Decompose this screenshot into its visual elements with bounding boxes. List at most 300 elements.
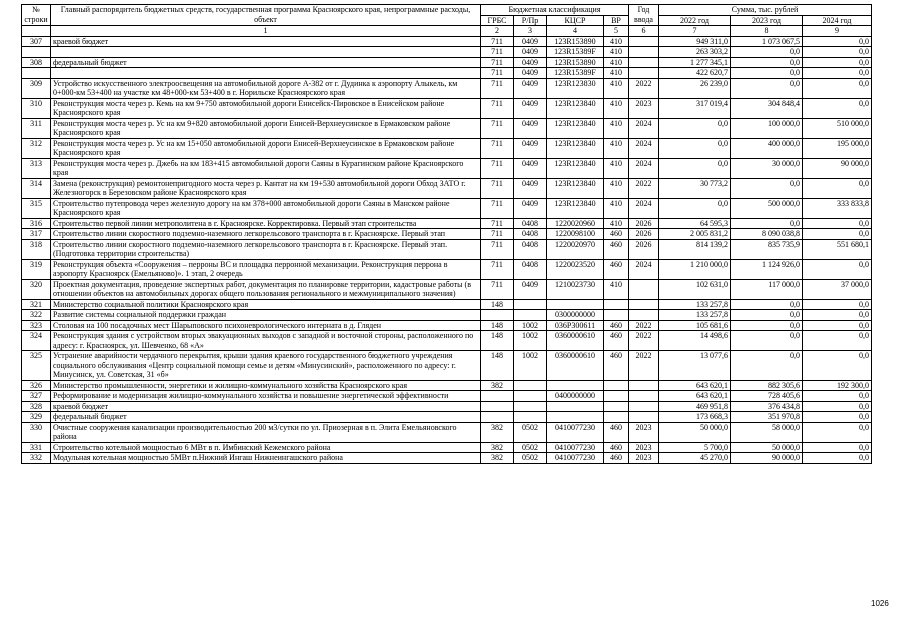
header-vr: ВР xyxy=(604,15,629,26)
column-number-cell: 6 xyxy=(629,26,659,37)
sum-2024-cell: 195 000,0 xyxy=(803,138,872,158)
sum-2022-cell: 64 595,3 xyxy=(659,218,731,229)
year-cell xyxy=(629,299,659,310)
sum-2022-cell: 102 631,0 xyxy=(659,279,731,299)
year-cell xyxy=(629,310,659,321)
sum-2023-cell: 882 305,6 xyxy=(731,380,803,391)
grbs-cell: 711 xyxy=(481,198,514,218)
row-number-cell: 327 xyxy=(22,391,51,402)
year-cell xyxy=(629,68,659,79)
row-number-cell: 316 xyxy=(22,218,51,229)
vr-cell: 460 xyxy=(604,351,629,381)
vr-cell: 460 xyxy=(604,453,629,464)
sum-2024-cell: 510 000,0 xyxy=(803,118,872,138)
vr-cell: 410 xyxy=(604,178,629,198)
header-grbs: ГРБС xyxy=(481,15,514,26)
sum-2024-cell: 0,0 xyxy=(803,453,872,464)
kcsr-cell: 123R123840 xyxy=(547,198,604,218)
rpr-cell: 0409 xyxy=(514,98,547,118)
sum-2024-cell: 37 000,0 xyxy=(803,279,872,299)
vr-cell: 460 xyxy=(604,239,629,259)
column-number-cell: 5 xyxy=(604,26,629,37)
grbs-cell: 148 xyxy=(481,320,514,331)
sum-2022-cell: 643 620,1 xyxy=(659,380,731,391)
name-cell: Реконструкция моста через р. Ус на км 9+820 автомобильной дороги Енисей-Верхнеусинское в Ермаковском районе Красноярского края xyxy=(51,118,481,138)
table-row xyxy=(22,78,872,98)
sum-2023-cell: 90 000,0 xyxy=(731,453,803,464)
year-cell: 2026 xyxy=(629,218,659,229)
sum-2024-cell: 0,0 xyxy=(803,331,872,351)
sum-2023-cell: 0,0 xyxy=(731,57,803,68)
rpr-cell: 0409 xyxy=(514,198,547,218)
table-body xyxy=(22,36,872,463)
sum-2022-cell: 105 681,6 xyxy=(659,320,731,331)
sum-2023-cell: 0,0 xyxy=(731,68,803,79)
row-number-cell: 308 xyxy=(22,57,51,68)
budget-table xyxy=(21,4,872,464)
vr-cell xyxy=(604,401,629,412)
row-number-cell: 314 xyxy=(22,178,51,198)
name-cell: Реконструкция моста через р. Кемь на км 9+750 автомобильной дороги Енисейск-Пировское в Енисейском районе Красноярского края xyxy=(51,98,481,118)
kcsr-cell: 0410077230 xyxy=(547,453,604,464)
vr-cell xyxy=(604,412,629,423)
sum-2023-cell: 0,0 xyxy=(731,331,803,351)
column-number-cell: 3 xyxy=(514,26,547,37)
header-rpr: Р/Пр xyxy=(514,15,547,26)
header-row-number: № строки xyxy=(22,5,51,26)
table-row xyxy=(22,178,872,198)
sum-2022-cell: 13 077,6 xyxy=(659,351,731,381)
vr-cell: 410 xyxy=(604,98,629,118)
sum-2022-cell: 0,0 xyxy=(659,138,731,158)
rpr-cell: 0409 xyxy=(514,118,547,138)
rpr-cell: 1002 xyxy=(514,351,547,381)
vr-cell: 410 xyxy=(604,198,629,218)
grbs-cell: 711 xyxy=(481,78,514,98)
year-cell: 2024 xyxy=(629,259,659,279)
grbs-cell: 711 xyxy=(481,57,514,68)
table-row xyxy=(22,412,872,423)
table-row xyxy=(22,279,872,299)
rpr-cell: 0409 xyxy=(514,78,547,98)
vr-cell: 410 xyxy=(604,47,629,58)
sum-2023-cell: 0,0 xyxy=(731,299,803,310)
sum-2024-cell: 0,0 xyxy=(803,391,872,402)
table-row xyxy=(22,453,872,464)
rpr-cell xyxy=(514,299,547,310)
grbs-cell: 382 xyxy=(481,442,514,453)
kcsr-cell: 123R123840 xyxy=(547,178,604,198)
sum-2024-cell: 0,0 xyxy=(803,412,872,423)
year-cell xyxy=(629,412,659,423)
sum-2022-cell: 14 498,6 xyxy=(659,331,731,351)
header-2022: 2022 год xyxy=(659,15,731,26)
kcsr-cell: 1220098100 xyxy=(547,229,604,240)
kcsr-cell xyxy=(547,380,604,391)
sum-2023-cell: 0,0 xyxy=(731,310,803,321)
kcsr-cell: 123R15389F xyxy=(547,47,604,58)
sum-2024-cell: 0,0 xyxy=(803,310,872,321)
header-2023: 2023 год xyxy=(731,15,803,26)
year-cell: 2023 xyxy=(629,98,659,118)
table-row xyxy=(22,299,872,310)
vr-cell: 410 xyxy=(604,218,629,229)
sum-2023-cell: 500 000,0 xyxy=(731,198,803,218)
rpr-cell: 0409 xyxy=(514,36,547,47)
sum-2023-cell: 117 000,0 xyxy=(731,279,803,299)
rpr-cell: 0408 xyxy=(514,218,547,229)
sum-2024-cell: 0,0 xyxy=(803,218,872,229)
grbs-cell: 711 xyxy=(481,279,514,299)
column-number-cell: 9 xyxy=(803,26,872,37)
sum-2024-cell: 0,0 xyxy=(803,178,872,198)
table-row xyxy=(22,36,872,47)
grbs-cell: 711 xyxy=(481,229,514,240)
rpr-cell: 0408 xyxy=(514,239,547,259)
name-cell: Строительство линии скоростного подземно-наземного легкорельсового транспорта в г. Красноярске. Первый этап. (Подготовка территории строительства) xyxy=(51,239,481,259)
sum-2024-cell: 0,0 xyxy=(803,68,872,79)
sum-2024-cell: 0,0 xyxy=(803,442,872,453)
sum-2023-cell: 304 848,4 xyxy=(731,98,803,118)
sum-2022-cell: 469 951,8 xyxy=(659,401,731,412)
name-cell: Строительство линии скоростного подземно-наземного легкорельсового транспорта в г. Красноярске. Первый этап xyxy=(51,229,481,240)
table-row xyxy=(22,138,872,158)
grbs-cell: 711 xyxy=(481,68,514,79)
sum-2024-cell: 0,0 xyxy=(803,259,872,279)
header-kcsr: КЦСР xyxy=(547,15,604,26)
grbs-cell: 148 xyxy=(481,351,514,381)
kcsr-cell: 0410077230 xyxy=(547,442,604,453)
column-number-cell xyxy=(22,26,51,37)
rpr-cell: 0409 xyxy=(514,138,547,158)
table-row xyxy=(22,442,872,453)
column-number-cell: 1 xyxy=(51,26,481,37)
sum-2022-cell: 45 270,0 xyxy=(659,453,731,464)
year-cell: 2022 xyxy=(629,178,659,198)
grbs-cell: 711 xyxy=(481,158,514,178)
sum-2023-cell: 58 000,0 xyxy=(731,422,803,442)
table-row xyxy=(22,380,872,391)
name-cell: Строительство первой линии метрополитена в г. Красноярске. Корректировка. Первый этап строительства xyxy=(51,218,481,229)
sum-2024-cell: 90 000,0 xyxy=(803,158,872,178)
sum-2024-cell: 0,0 xyxy=(803,98,872,118)
row-number-cell: 323 xyxy=(22,320,51,331)
kcsr-cell: 0400000000 xyxy=(547,391,604,402)
kcsr-cell xyxy=(547,401,604,412)
grbs-cell: 711 xyxy=(481,47,514,58)
grbs-cell xyxy=(481,310,514,321)
header-row-1 xyxy=(22,5,872,16)
grbs-cell: 382 xyxy=(481,422,514,442)
vr-cell xyxy=(604,391,629,402)
sum-2023-cell: 0,0 xyxy=(731,47,803,58)
rpr-cell: 0408 xyxy=(514,229,547,240)
table-row xyxy=(22,239,872,259)
table-row xyxy=(22,391,872,402)
kcsr-cell: 123R123840 xyxy=(547,98,604,118)
name-cell: Реконструкция здания с устройством вторых эвакуационных выходов с западной и восточной стороны, расположенного по адресу: г. Красноярск, ул. Шевченко, 68 «А» xyxy=(51,331,481,351)
row-number-cell: 324 xyxy=(22,331,51,351)
name-cell: федеральный бюджет xyxy=(51,57,481,68)
name-cell: Очистные сооружения канализации производительностью 200 м3/сутки по ул. Приозерная в п. Элита Емельяновского района xyxy=(51,422,481,442)
table-row xyxy=(22,320,872,331)
table-row xyxy=(22,229,872,240)
column-number-cell: 8 xyxy=(731,26,803,37)
grbs-cell: 711 xyxy=(481,178,514,198)
sum-2024-cell: 0,0 xyxy=(803,320,872,331)
name-cell: Министерство социальной политики Красноярского края xyxy=(51,299,481,310)
rpr-cell xyxy=(514,391,547,402)
grbs-cell: 382 xyxy=(481,380,514,391)
vr-cell: 410 xyxy=(604,36,629,47)
name-cell: Устранение аварийности чердачного перекрытия, крыши здания краевого государственного бюджетного учреждения социального обслуживания «Центр социальной помощи семье и детям «Минусинский», расположенного по адресу: г. Минусинск, ул. Советская, 31 «б» xyxy=(51,351,481,381)
vr-cell: 460 xyxy=(604,320,629,331)
year-cell: 2026 xyxy=(629,239,659,259)
header-2024: 2024 год xyxy=(803,15,872,26)
row-number-cell: 330 xyxy=(22,422,51,442)
name-cell: Реформирование и модернизация жилищно-коммунального хозяйства и повышение энергетической эффективности xyxy=(51,391,481,402)
vr-cell: 460 xyxy=(604,229,629,240)
vr-cell xyxy=(604,310,629,321)
row-number-cell: 310 xyxy=(22,98,51,118)
header-year: Год ввода xyxy=(629,5,659,26)
kcsr-cell: 0300000000 xyxy=(547,310,604,321)
table-row xyxy=(22,401,872,412)
name-cell: Модульная котельная мощностью 5МВт п.Нижний Ингаш Нижнеингашского района xyxy=(51,453,481,464)
table-row xyxy=(22,118,872,138)
sum-2023-cell: 1 073 067,5 xyxy=(731,36,803,47)
rpr-cell: 0409 xyxy=(514,68,547,79)
year-cell xyxy=(629,391,659,402)
sum-2023-cell: 0,0 xyxy=(731,351,803,381)
year-cell xyxy=(629,401,659,412)
column-number-row xyxy=(22,26,872,37)
vr-cell xyxy=(604,380,629,391)
grbs-cell: 711 xyxy=(481,218,514,229)
kcsr-cell: 036P300611 xyxy=(547,320,604,331)
grbs-cell: 711 xyxy=(481,118,514,138)
sum-2022-cell: 0,0 xyxy=(659,118,731,138)
rpr-cell: 0502 xyxy=(514,453,547,464)
name-cell: краевой бюджет xyxy=(51,401,481,412)
table-row xyxy=(22,98,872,118)
vr-cell: 460 xyxy=(604,442,629,453)
column-number-cell: 4 xyxy=(547,26,604,37)
sum-2022-cell: 263 303,2 xyxy=(659,47,731,58)
name-cell xyxy=(51,68,481,79)
vr-cell: 460 xyxy=(604,259,629,279)
vr-cell: 410 xyxy=(604,118,629,138)
name-cell: федеральный бюджет xyxy=(51,412,481,423)
header-budget-classification: Бюджетная классификация xyxy=(481,5,629,16)
sum-2024-cell: 333 833,8 xyxy=(803,198,872,218)
table-row xyxy=(22,351,872,381)
table-row xyxy=(22,218,872,229)
table-row xyxy=(22,331,872,351)
sum-2023-cell: 100 000,0 xyxy=(731,118,803,138)
grbs-cell xyxy=(481,401,514,412)
row-number-cell xyxy=(22,47,51,58)
year-cell xyxy=(629,57,659,68)
year-cell xyxy=(629,380,659,391)
kcsr-cell: 0360000610 xyxy=(547,351,604,381)
row-number-cell: 317 xyxy=(22,229,51,240)
name-cell: краевой бюджет xyxy=(51,36,481,47)
rpr-cell: 0409 xyxy=(514,279,547,299)
year-cell: 2022 xyxy=(629,331,659,351)
kcsr-cell: 123R153890 xyxy=(547,57,604,68)
sum-2023-cell: 0,0 xyxy=(731,178,803,198)
year-cell: 2024 xyxy=(629,198,659,218)
kcsr-cell: 123R123840 xyxy=(547,158,604,178)
vr-cell: 410 xyxy=(604,158,629,178)
grbs-cell: 711 xyxy=(481,138,514,158)
row-number-cell: 331 xyxy=(22,442,51,453)
row-number-cell: 328 xyxy=(22,401,51,412)
sum-2022-cell: 949 311,0 xyxy=(659,36,731,47)
year-cell: 2024 xyxy=(629,158,659,178)
rpr-cell: 0409 xyxy=(514,47,547,58)
sum-2024-cell: 0,0 xyxy=(803,57,872,68)
sum-2023-cell: 835 735,9 xyxy=(731,239,803,259)
vr-cell xyxy=(604,299,629,310)
grbs-cell: 148 xyxy=(481,331,514,351)
vr-cell: 460 xyxy=(604,331,629,351)
kcsr-cell: 0410077230 xyxy=(547,422,604,442)
year-cell: 2026 xyxy=(629,229,659,240)
sum-2022-cell: 1 210 000,0 xyxy=(659,259,731,279)
vr-cell: 410 xyxy=(604,78,629,98)
sum-2023-cell: 376 434,8 xyxy=(731,401,803,412)
vr-cell: 410 xyxy=(604,57,629,68)
sum-2022-cell: 30 773,2 xyxy=(659,178,731,198)
table-row xyxy=(22,198,872,218)
rpr-cell xyxy=(514,401,547,412)
name-cell: Строительство котельной мощностью 6 МВт в п. Имбинский Кежемского района xyxy=(51,442,481,453)
kcsr-cell: 1210023730 xyxy=(547,279,604,299)
sum-2022-cell: 0,0 xyxy=(659,198,731,218)
row-number-cell: 329 xyxy=(22,412,51,423)
sum-2022-cell: 1 277 345,1 xyxy=(659,57,731,68)
rpr-cell xyxy=(514,310,547,321)
kcsr-cell: 0360000610 xyxy=(547,331,604,351)
row-number-cell: 312 xyxy=(22,138,51,158)
name-cell: Реконструкция объекта «Сооружения – перроны ВС и площадка перронной механизации. Реконструкция перрона в аэропорту Красноярск (Емельяново)». 1 этап, 2 очередь xyxy=(51,259,481,279)
table-row xyxy=(22,68,872,79)
grbs-cell: 382 xyxy=(481,453,514,464)
vr-cell: 410 xyxy=(604,138,629,158)
row-number-cell: 309 xyxy=(22,78,51,98)
grbs-cell: 711 xyxy=(481,239,514,259)
name-cell: Министерство промышленности, энергетики и жилищно-коммунального хозяйства Красноярского края xyxy=(51,380,481,391)
year-cell: 2022 xyxy=(629,351,659,381)
sum-2023-cell: 728 405,6 xyxy=(731,391,803,402)
row-number-cell: 313 xyxy=(22,158,51,178)
year-cell: 2023 xyxy=(629,422,659,442)
rpr-cell: 1002 xyxy=(514,331,547,351)
sum-2023-cell: 30 000,0 xyxy=(731,158,803,178)
kcsr-cell: 123R123840 xyxy=(547,118,604,138)
page-number: 1026 xyxy=(871,599,889,608)
row-number-cell: 318 xyxy=(22,239,51,259)
row-number-cell: 311 xyxy=(22,118,51,138)
sum-2023-cell: 0,0 xyxy=(731,218,803,229)
sum-2023-cell: 0,0 xyxy=(731,320,803,331)
sum-2022-cell: 50 000,0 xyxy=(659,422,731,442)
kcsr-cell: 123R15389F xyxy=(547,68,604,79)
sum-2022-cell: 133 257,8 xyxy=(659,299,731,310)
row-number-cell: 315 xyxy=(22,198,51,218)
kcsr-cell: 123R123840 xyxy=(547,138,604,158)
kcsr-cell: 1220020960 xyxy=(547,218,604,229)
sum-2023-cell: 0,0 xyxy=(731,78,803,98)
sum-2023-cell: 351 970,8 xyxy=(731,412,803,423)
name-cell: Замена (реконструкция) ремонтонепригодного моста через р. Кантат на км 19+530 автомобильной дороги Обход ЗАТО г. Железногорск в Березовском районе Красноярского края xyxy=(51,178,481,198)
sum-2023-cell: 400 000,0 xyxy=(731,138,803,158)
grbs-cell: 711 xyxy=(481,36,514,47)
rpr-cell: 1002 xyxy=(514,320,547,331)
sum-2022-cell: 5 700,0 xyxy=(659,442,731,453)
kcsr-cell xyxy=(547,299,604,310)
name-cell: Проектная документация, проведение экспертных работ, документация по планировке территории, кадастровые работы (в отношении объектов на автомобильных дорогах общего пользования регионального и межмуниципального значения) xyxy=(51,279,481,299)
sum-2024-cell: 0,0 xyxy=(803,299,872,310)
sum-2022-cell: 2 005 831,2 xyxy=(659,229,731,240)
name-cell xyxy=(51,47,481,58)
row-number-cell xyxy=(22,68,51,79)
name-cell: Реконструкция моста через р. Джебь на км 183+415 автомобильной дороги Саяны в Курагинском районе Красноярского края xyxy=(51,158,481,178)
kcsr-cell: 123R153890 xyxy=(547,36,604,47)
row-number-cell: 325 xyxy=(22,351,51,381)
row-number-cell: 326 xyxy=(22,380,51,391)
sum-2024-cell: 192 300,0 xyxy=(803,380,872,391)
kcsr-cell xyxy=(547,412,604,423)
year-cell xyxy=(629,47,659,58)
grbs-cell: 711 xyxy=(481,259,514,279)
name-cell: Реконструкция моста через р. Ус на км 15+050 автомобильной дороги Енисей-Верхнеусинское в Ермаковском районе Красноярского края xyxy=(51,138,481,158)
row-number-cell: 321 xyxy=(22,299,51,310)
row-number-cell: 332 xyxy=(22,453,51,464)
table-row xyxy=(22,158,872,178)
sum-2024-cell: 0,0 xyxy=(803,351,872,381)
row-number-cell: 320 xyxy=(22,279,51,299)
header-sum: Сумма, тыс. рублей xyxy=(659,5,872,16)
year-cell: 2024 xyxy=(629,118,659,138)
rpr-cell xyxy=(514,412,547,423)
rpr-cell: 0409 xyxy=(514,178,547,198)
sum-2024-cell: 0,0 xyxy=(803,401,872,412)
sum-2022-cell: 26 239,0 xyxy=(659,78,731,98)
table-row xyxy=(22,310,872,321)
sum-2023-cell: 50 000,0 xyxy=(731,442,803,453)
year-cell: 2023 xyxy=(629,453,659,464)
year-cell: 2022 xyxy=(629,78,659,98)
rpr-cell: 0502 xyxy=(514,442,547,453)
sum-2022-cell: 317 019,4 xyxy=(659,98,731,118)
sum-2022-cell: 643 620,1 xyxy=(659,391,731,402)
rpr-cell: 0409 xyxy=(514,57,547,68)
sum-2022-cell: 422 620,7 xyxy=(659,68,731,79)
row-number-cell: 322 xyxy=(22,310,51,321)
table-row xyxy=(22,47,872,58)
year-cell: 2024 xyxy=(629,138,659,158)
sum-2022-cell: 173 668,3 xyxy=(659,412,731,423)
sum-2024-cell: 0,0 xyxy=(803,47,872,58)
rpr-cell: 0409 xyxy=(514,158,547,178)
sum-2024-cell: 0,0 xyxy=(803,78,872,98)
row-number-cell: 319 xyxy=(22,259,51,279)
name-cell: Столовая на 100 посадочных мест Шарыповского психоневрологического интерната в д. Гляден xyxy=(51,320,481,331)
sum-2023-cell: 8 090 038,8 xyxy=(731,229,803,240)
